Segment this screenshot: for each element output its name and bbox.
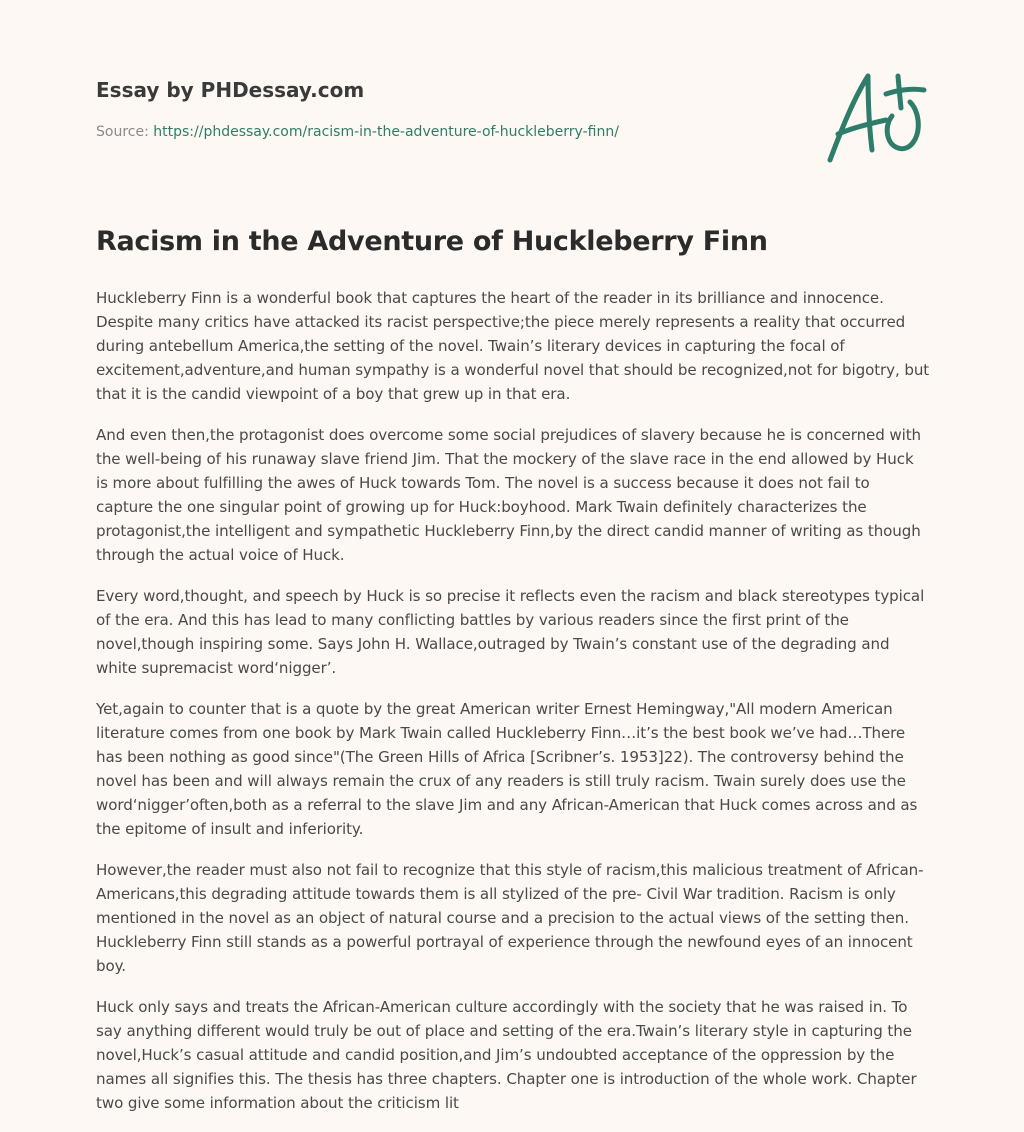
source-label: Source: [96,124,149,140]
essay-body [96,286,930,1132]
page-header [96,76,928,176]
essay-paragraph: Yet,again to counter that is a quote by the great American writer Ernest Hemingway,"All modern American literature comes from one book by Mark Twain called Huckleberry Finn…it’s the best book we’ve had…There has been nothing as good since"(The Green Hills of Africa [Scribner’s. 1953]22). The controversy behind the novel has been and will always remain the crux of any readers is still truly racism. Twain surely does use the word‘nigger’often,both as a referral to the slave Jim and any African-American that Huck comes across and as the epitome of insult and inferiority. [96,700,918,838]
essay-title: Racism in the Adventure of Huckleberry Finn [96,226,768,257]
essay-paragraph: Huck only says and treats the African-American culture accordingly with the society that he was raised in. To say anything different would truly be out of place and setting of the era.Twain’s literary style in capturing the novel,Huck’s casual attitude and candid position,and Jim’s undoubted acceptance of the oppression by the names all signifies this. The thesis has three chapters. Chapter one is introduction of the whole work. Chapter two give some information about the criticism lit [96,998,917,1112]
a-plus-logo-icon [824,68,928,168]
essay-paragraph: Every word,thought, and speech by Huck is so precise it reflects even the racism and black stereotypes typical of the era. And this has lead to many conflicting battles by various readers since the first print of the novel,though inspiring some. Says John H. Wallace,outraged by Twain’s constant use of the degrading and white supremacist word‘nigger’. [96,587,925,677]
source-link[interactable]: https://phdessay.com/racism-in-the-adventure-of-huckleberry-finn/ [153,124,619,140]
site-title: Essay by PHDessay.com [96,78,365,102]
source-line [96,124,619,140]
essay-paragraph: However,the reader must also not fail to recognize that this style of racism,this malicious treatment of African-Americans,this degrading attitude towards them is all stylized of the pre- Civil War tradition. Racism is only mentioned in the novel as an object of natural course and a precision to the actual views of the setting then. Huckleberry Finn still stands as a powerful portrayal of experience through the newfound eyes of an innocent boy. [96,861,924,975]
essay-paragraph: Huckleberry Finn is a wonderful book that captures the heart of the reader in its brilliance and innocence. Despite many critics have attacked its racist perspective;the piece merely represents a reality that occurred during antebellum America,the setting of the novel. Twain’s literary devices in capturing the focal of excitement,adventure,and human sympathy is a wonderful novel that should be recognized,not for bigotry, but that it is the candid viewpoint of a boy that grew up in that era. [96,289,930,403]
essay-paragraph: And even then,the protagonist does overcome some social prejudices of slavery because he is concerned with the well-being of his runaway slave friend Jim. That the mockery of the slave race in the end allowed by Huck is more about fulfilling the awes of Huck towards Tom. The novel is a success because it does not fail to capture the one singular point of growing up for Huck:boyhood. Mark Twain definitely characterizes the protagonist,the intelligent and sympathetic Huckleberry Finn,by the direct candid manner of writing as though through the actual voice of Huck. [96,426,922,564]
a-plus-logo [824,68,928,168]
